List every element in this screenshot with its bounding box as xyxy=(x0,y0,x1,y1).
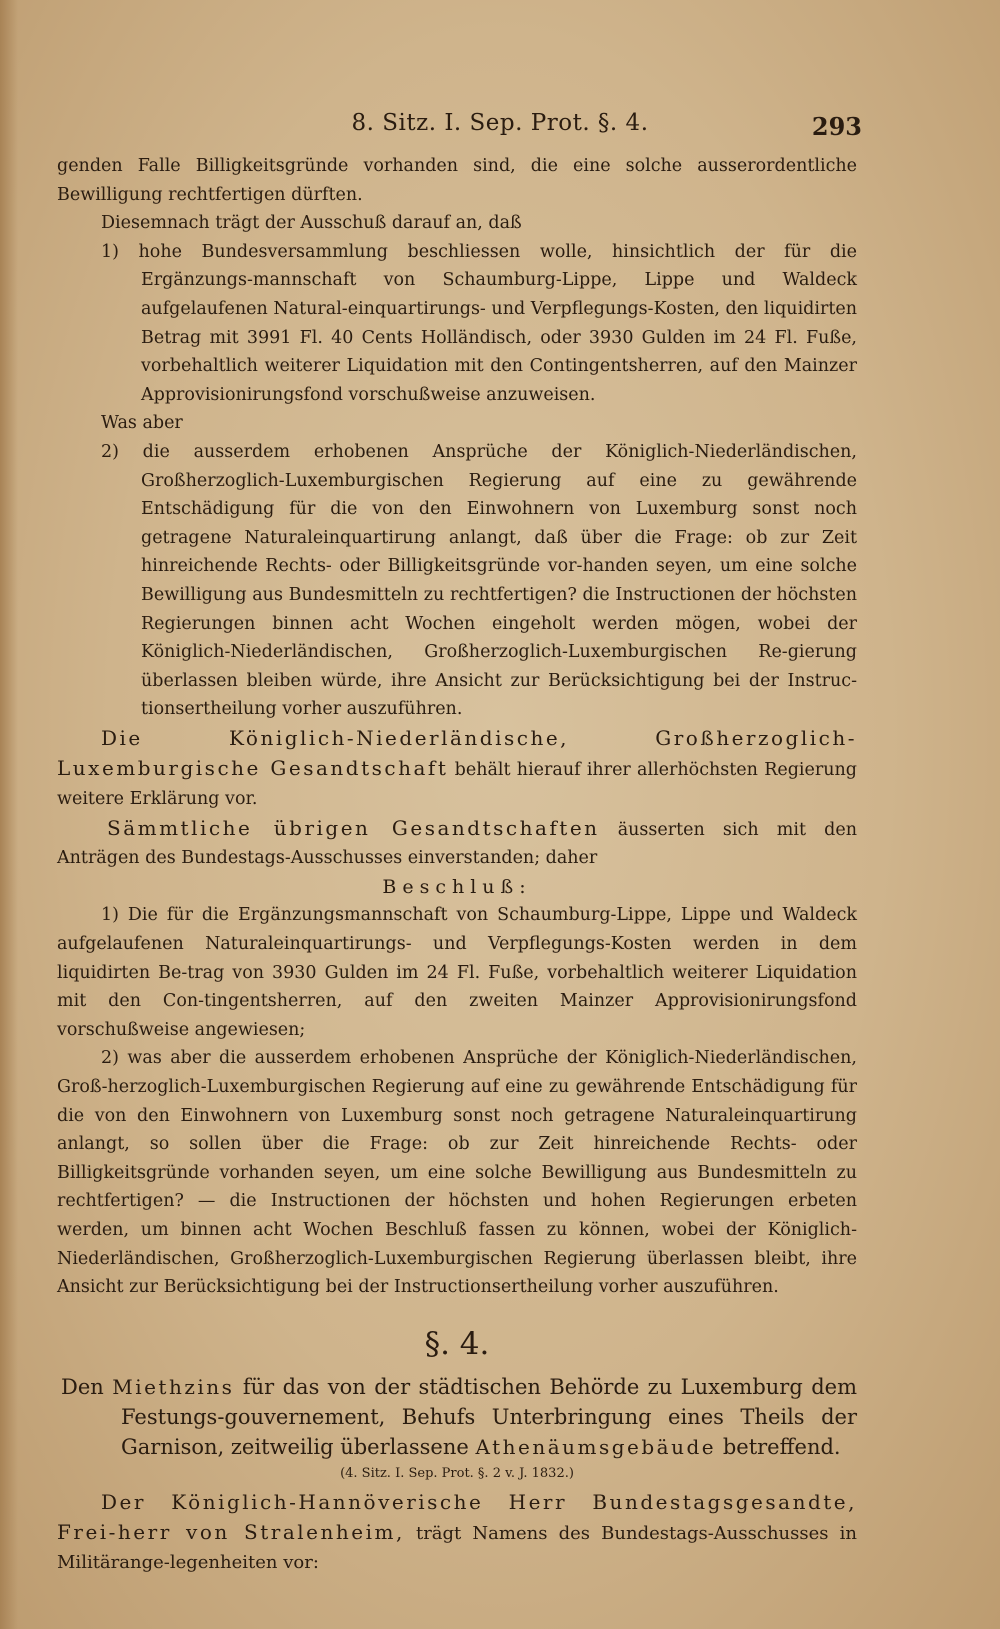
topic-pre: Den xyxy=(61,1374,104,1399)
paragraph-luxemburg-delegation xyxy=(57,724,857,814)
section-topic xyxy=(57,1372,857,1462)
topic-post: betreffend. xyxy=(722,1434,841,1459)
topic-spaced-miethzins: Miethzins xyxy=(112,1374,235,1399)
hannover-delegate-statement: trägt Namens des Bundestags-Ausschusses in Militärange-legenheiten vor: xyxy=(57,1523,857,1573)
spaced-delegation-name: Die Königlich-Niederländische, Großherzoglich-Luxemburgische Gesandtschaft xyxy=(57,725,857,781)
resolution-item-1: 1) Die für die Ergänzungsmannschaft von Schaumburg-Lippe, Lippe und Waldeck aufgelaufenen Naturaleinquartirungs- und Verpflegungs-Kosten werden in dem liquidirten Be-trag von 3930 Gulden im 24 Fl. Fuße, vorbehaltlich weiterer Liquidation mit den Con-tingentsherren, auf den zweiten Mainzer Approvisionirungsfond vorschußweise angewiesen; xyxy=(57,905,857,1040)
paragraph-proposal-intro: Diesemnach trägt der Ausschuß darauf an, daß xyxy=(101,213,522,234)
proposal-item-1: 1) hohe Bundesversammlung beschliessen wolle, hinsichtlich der für die Ergänzungs-mannschaft von Schaumburg-Lippe, Lippe und Waldeck aufgelaufenen Natural-einquartirungs- und Verpflegungs-Kosten, den liquidirten Betrag mit 3991 Fl. 40 Cents Holländisch, oder 3930 Gulden im 24 Fl. Fuße, vorbehaltlich weiterer Liquidation mit den Contingentsherren, auf den Mainzer Approvisionirungsfond vorschußweise anzuweisen. xyxy=(101,241,857,405)
spaced-other-delegations: Sämmtliche übrigen Gesandtschaften xyxy=(107,815,600,840)
paragraph-hannover-delegate xyxy=(57,1488,857,1578)
topic-spaced-athenaeum: Athenäumsgebäude xyxy=(475,1434,717,1459)
page-number: 293 xyxy=(811,112,862,141)
spaced-hannover-delegate: Der Königlich-Hannöverische Herr Bundestagsgesandte, Frei-herr von Stralenheim, xyxy=(57,1489,857,1545)
paragraph-continuation: genden Falle Billigkeitsgründe vorhanden sind, die eine solche ausserordentliche Bewilligung rechtfertigen dürften. xyxy=(57,156,857,205)
running-title: 8. Sitz. I. Sep. Prot. §. 4. xyxy=(351,110,649,136)
delegation-statement: behält hierauf ihrer allerhöchsten Regierung weitere Erklärung vor. xyxy=(57,760,857,810)
topic-mid: für das von der städtischen Behörde zu Luxemburg dem Festungs-gouvernement, Behufs Unterbringung eines Theils der Garnison, zeitweilig überlassene xyxy=(121,1374,857,1459)
page-edge-shadow xyxy=(0,0,18,1629)
decision-heading: Beschluß: xyxy=(382,875,532,898)
body-text xyxy=(57,152,857,1578)
paragraph-was-aber: Was aber xyxy=(101,413,183,434)
page-header xyxy=(0,108,1000,148)
other-delegations-statement: äusserten sich mit den Anträgen des Bundestags-Ausschusses einverstanden; daher xyxy=(57,819,857,869)
paragraph-other-delegations xyxy=(57,814,857,873)
resolution-item-2: 2) was aber die ausserdem erhobenen Ansprüche der Königlich-Niederländischen, Groß-herzoglich-Luxemburgischen Regierung auf eine zu gewährende Entschädigung für die von den Einwohnern von Luxemburg sonst noch getragene Naturaleinquartirung anlangt, so sollen über die Frage: ob zur Zeit hinreichende Rechts- oder Billigkeitsgründe vorhanden seyen, um eine solche Bewilligung aus Bundesmitteln zu rechtfertigen? — die Instructionen der höchsten und hohen Regierungen erbeten werden, um binnen acht Wochen Beschluß fassen zu können, wobei der Königlich-Niederländischen, Großherzoglich-Luxemburgischen Regierung überlassen bleibt, ihre Ansicht zur Berücksichtigung bei der Instructionsertheilung vorher auszuführen. xyxy=(57,1048,857,1298)
proposal-item-2: 2) die ausserdem erhobenen Ansprüche der Königlich-Niederländischen, Großherzoglich-Luxemburgischen Regierung auf eine zu gewährende Entschädigung für die von den Einwohnern von Luxemburg sonst noch getragene Naturaleinquartirung anlangt, daß über die Frage: ob zur Zeit hinreichende Rechts- oder Billigkeitsgründe vor-handen seyen, um eine solche Bewilligung aus Bundesmitteln zu rechtfertigen? die Instructionen der höchsten Regierungen binnen acht Wochen eingeholt werden mögen, wobei der Königlich-Niederländischen, Großherzoglich-Luxemburgischen Re-gierung überlassen bleiben würde, ihre Ansicht zur Berücksichtigung bei der Instruc-tionsertheilung vorher auszuführen. xyxy=(101,441,857,720)
citation: (4. Sitz. I. Sep. Prot. §. 2 v. J. 1832.) xyxy=(340,1465,574,1481)
section-heading: §. 4. xyxy=(424,1325,490,1362)
